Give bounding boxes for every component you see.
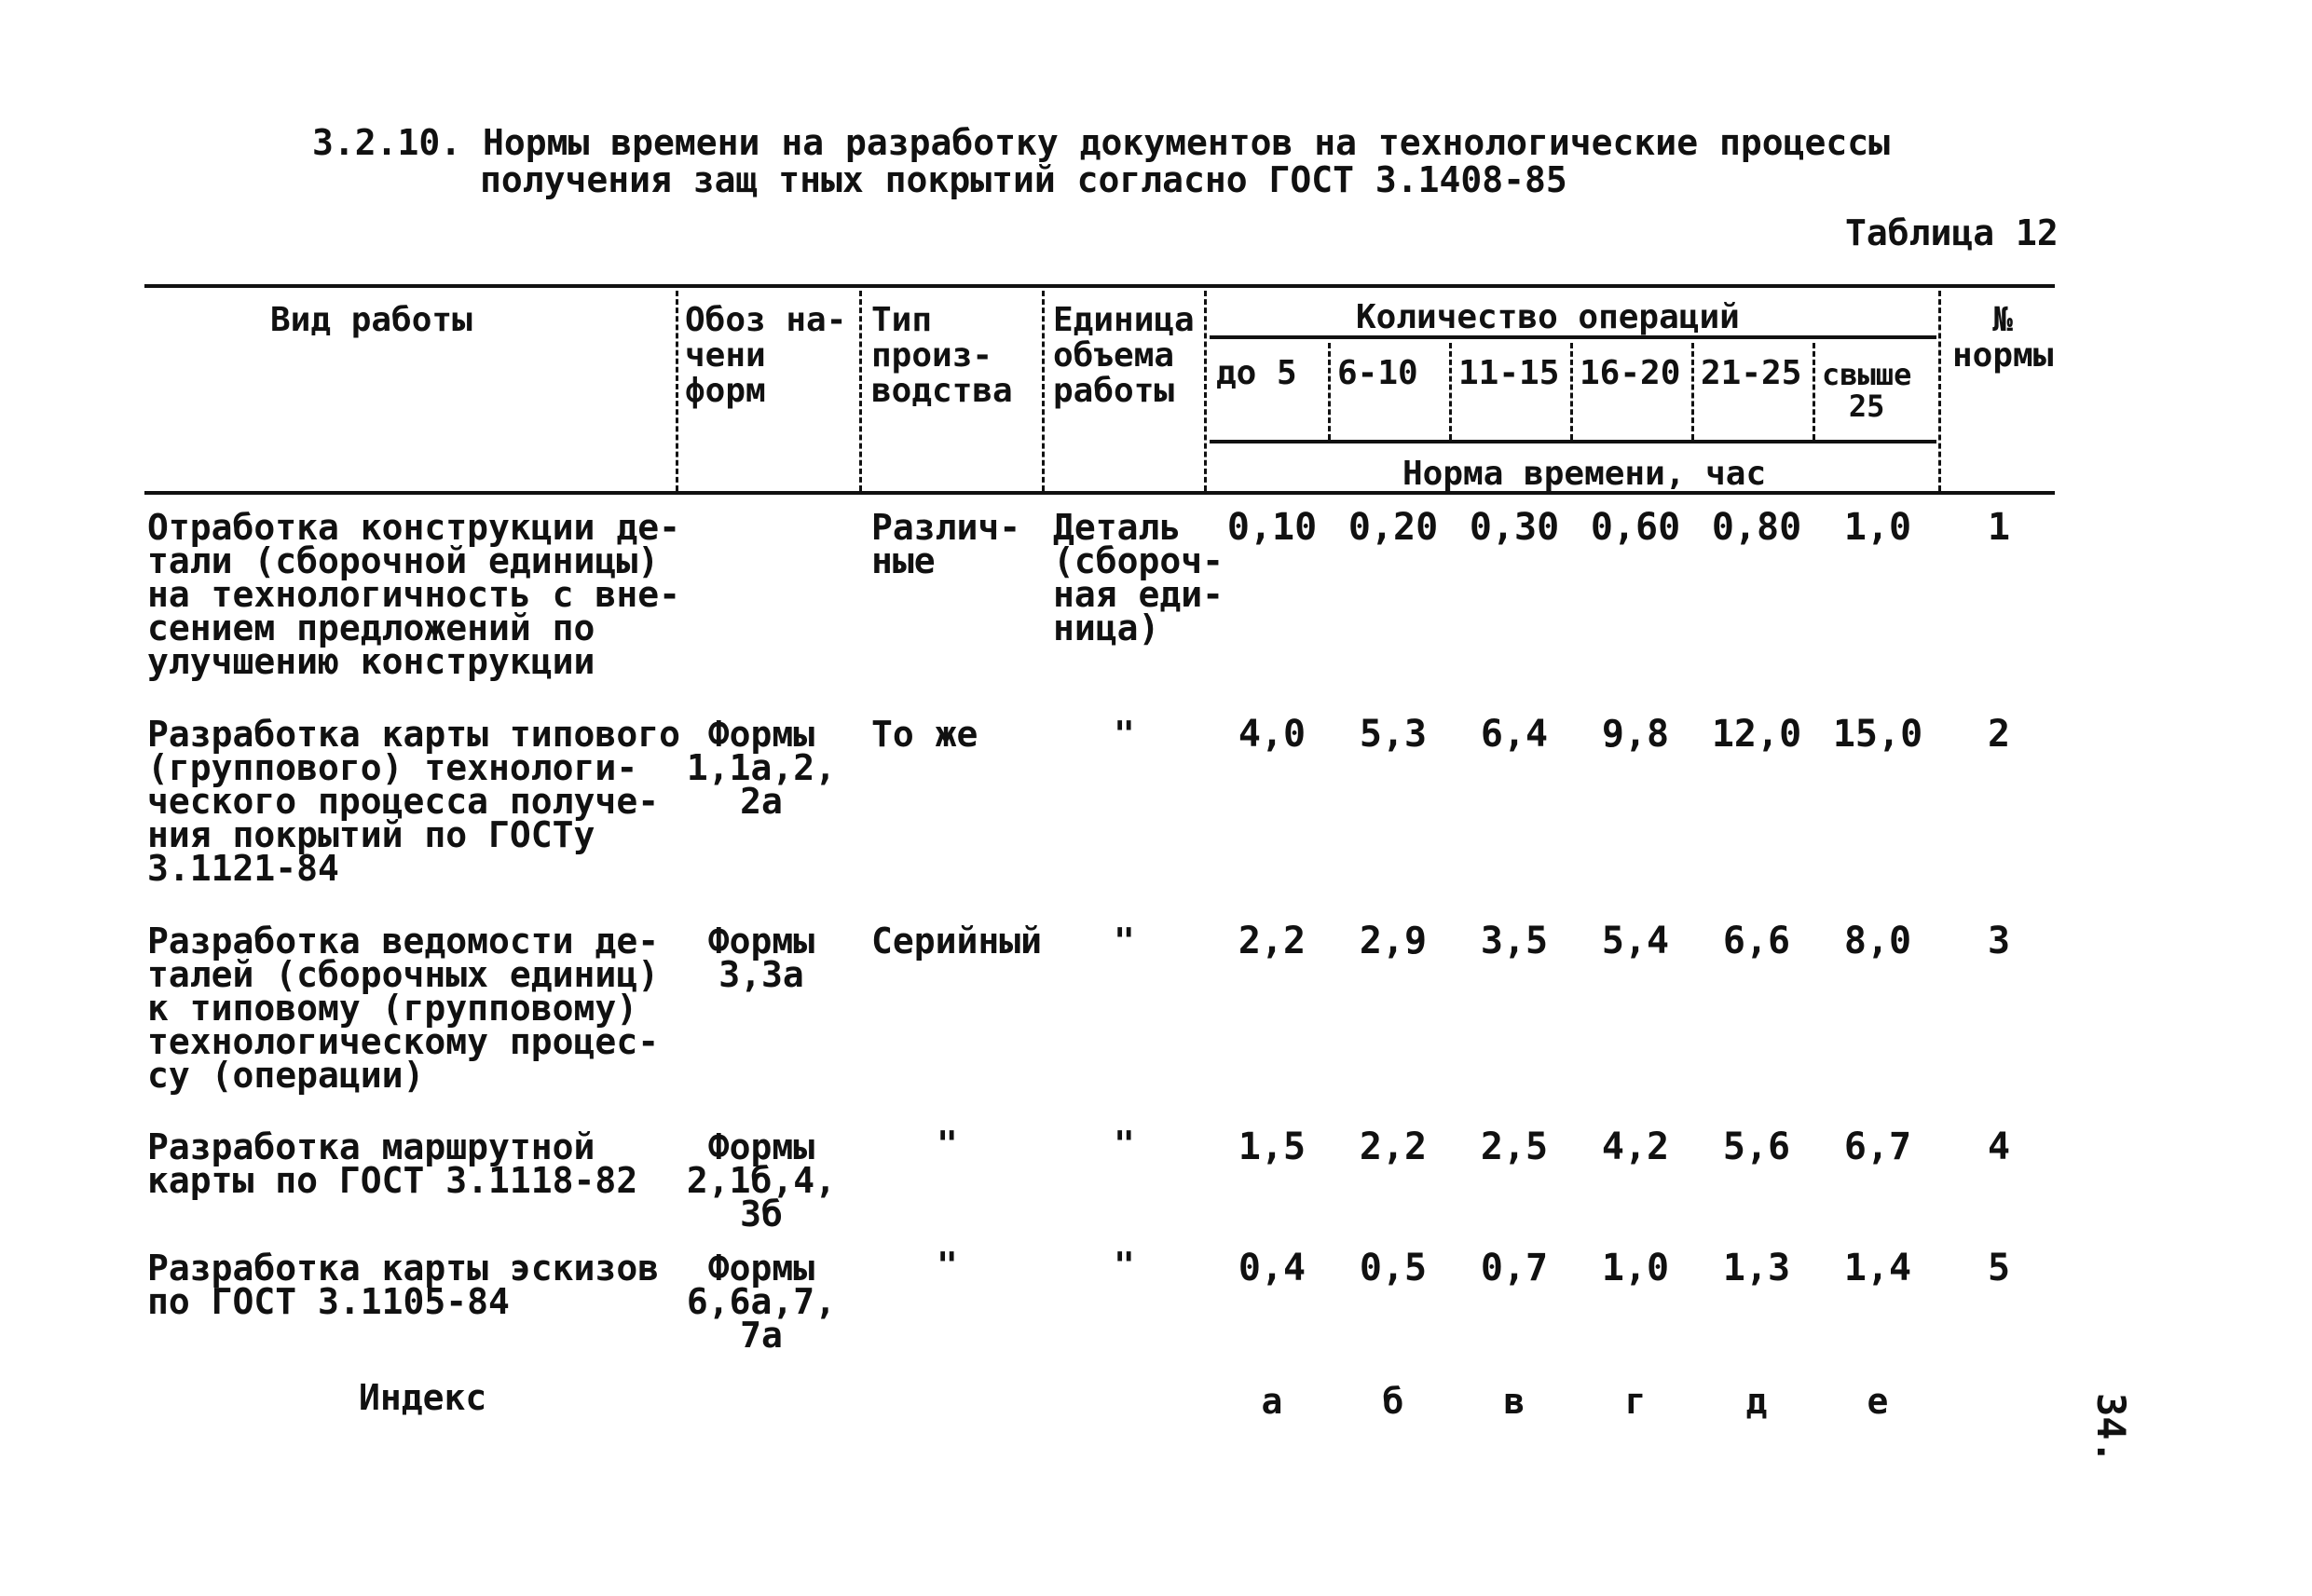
row-5-value: 0,4 — [1238, 1247, 1306, 1289]
row-4-value: 2,2 — [1359, 1125, 1428, 1168]
row-5-value: 1,0 — [1601, 1247, 1670, 1289]
heading-line-1: 3.2.10. Нормы времени на разработку документов на технологические процессы — [312, 122, 1890, 163]
row-3-norm: 3 — [1987, 920, 2011, 962]
header-ops-count: Количество операций — [1356, 298, 1740, 336]
header-form-designation: Обоз на- чени форм — [685, 301, 847, 410]
table-number: Таблица 12 — [1845, 212, 2059, 253]
row-4-value: 6,7 — [1843, 1125, 1912, 1168]
row-3-value: 2,9 — [1359, 920, 1428, 962]
header-ops-range: 11-15 — [1458, 354, 1560, 392]
row-1-norm: 1 — [1987, 506, 2011, 549]
header-ops-range: свыше 25 — [1822, 357, 1912, 424]
row-5-value: 1,4 — [1843, 1247, 1912, 1289]
row-2-value: 4,0 — [1238, 713, 1306, 756]
heading-line-2: получения защ тных покрытий согласно ГОСТ 3.1408-85 — [480, 159, 1567, 200]
row-5-work: Разработка карты эскизов по ГОСТ 3.1105-84 — [147, 1248, 660, 1322]
ops-range-rule — [1210, 440, 1936, 443]
row-1-value: 0,80 — [1711, 506, 1802, 549]
row-4-forms: Формы 2,1б,4, 3б — [686, 1126, 837, 1235]
row-1-value: 1,0 — [1843, 506, 1912, 549]
header-unit: Единица объема работы — [1053, 301, 1195, 410]
row-3-forms: Формы 3,3а — [707, 921, 815, 995]
index-letter: г — [1624, 1381, 1647, 1422]
row-1-work: Отработка конструкции де- тали (сборочной единицы) на технологичность с вне- сением предложений по улучшению конструкции — [147, 507, 680, 682]
header-separator — [1691, 343, 1694, 440]
row-3-unit: " — [1114, 921, 1135, 962]
page-number: 34. — [2088, 1393, 2134, 1464]
row-3-production: Серийный — [871, 921, 1043, 962]
row-3-value: 8,0 — [1843, 920, 1912, 962]
header-production-type: Тип произ- водства — [871, 301, 1013, 410]
row-4-value: 5,6 — [1722, 1125, 1791, 1168]
row-4-value: 4,2 — [1601, 1125, 1670, 1168]
header-work-type: Вид работы — [270, 301, 472, 339]
row-1-value: 0,60 — [1590, 506, 1681, 549]
row-2-forms: Формы 1,1а,2, 2а — [686, 714, 837, 822]
row-2-work: Разработка карты типового (группового) технологи- ческого процесса получе- ния покрытий по ГОСТу 3.1121-84 — [147, 714, 680, 889]
row-1-unit: Деталь (сбороч- ная еди- ница) — [1053, 507, 1224, 648]
row-3-value: 5,4 — [1601, 920, 1670, 962]
row-2-production: То же — [871, 714, 978, 755]
header-separator — [859, 291, 862, 491]
row-2-value: 5,3 — [1359, 713, 1428, 756]
row-2-value: 9,8 — [1601, 713, 1670, 756]
header-separator — [676, 291, 678, 491]
header-separator — [1204, 291, 1207, 491]
header-ops-range: 6-10 — [1337, 354, 1418, 392]
index-letter: б — [1382, 1381, 1404, 1422]
row-1-value: 0,30 — [1469, 506, 1560, 549]
row-4-work: Разработка маршрутной карты по ГОСТ 3.1118-82 — [147, 1126, 638, 1201]
header-norm-number: № нормы — [1952, 301, 2054, 375]
header-separator — [1328, 343, 1331, 440]
row-2-value: 12,0 — [1711, 713, 1802, 756]
header-separator — [1570, 343, 1573, 440]
header-ops-range: 21-25 — [1701, 354, 1802, 392]
header-bottom-rule — [144, 491, 2055, 495]
row-5-norm: 5 — [1987, 1247, 2011, 1289]
row-5-value: 0,5 — [1359, 1247, 1428, 1289]
row-1-production: Различ- ные — [871, 507, 1021, 581]
row-1-value: 0,20 — [1348, 506, 1439, 549]
index-letter: а — [1261, 1381, 1283, 1422]
row-2-norm: 2 — [1987, 713, 2011, 756]
row-3-value: 3,5 — [1480, 920, 1549, 962]
index-letter: в — [1503, 1381, 1525, 1422]
header-ops-range: до 5 — [1216, 354, 1297, 392]
row-5-unit: " — [1114, 1245, 1135, 1286]
row-1-value: 0,10 — [1226, 506, 1318, 549]
row-3-value: 2,2 — [1238, 920, 1306, 962]
header-separator — [1042, 291, 1045, 491]
row-5-forms: Формы 6,6а,7, 7а — [686, 1248, 837, 1356]
row-2-unit: " — [1114, 714, 1135, 755]
index-letter: е — [1867, 1381, 1889, 1422]
row-5-production: " — [937, 1245, 958, 1286]
index-label: Индекс — [359, 1377, 487, 1418]
row-3-value: 6,6 — [1722, 920, 1791, 962]
row-4-production: " — [937, 1124, 958, 1165]
header-time-norm: Норма времени, час — [1402, 455, 1767, 493]
row-5-value: 0,7 — [1480, 1247, 1549, 1289]
header-separator — [1938, 291, 1941, 491]
row-3-work: Разработка ведомости де- талей (сборочных единиц) к типовому (групповому) технологическому процес- су (операции) — [147, 921, 660, 1096]
table-top-rule — [144, 284, 2055, 288]
header-separator — [1449, 343, 1452, 440]
header-ops-range: 16-20 — [1580, 354, 1681, 392]
header-separator — [1813, 343, 1815, 440]
row-4-value: 1,5 — [1238, 1125, 1306, 1168]
document-heading — [312, 124, 1890, 198]
row-4-value: 2,5 — [1480, 1125, 1549, 1168]
row-5-value: 1,3 — [1722, 1247, 1791, 1289]
row-2-value: 15,0 — [1832, 713, 1923, 756]
row-4-norm: 4 — [1987, 1125, 2011, 1168]
index-letter: д — [1745, 1381, 1768, 1422]
row-4-unit: " — [1114, 1124, 1135, 1165]
row-2-value: 6,4 — [1480, 713, 1549, 756]
